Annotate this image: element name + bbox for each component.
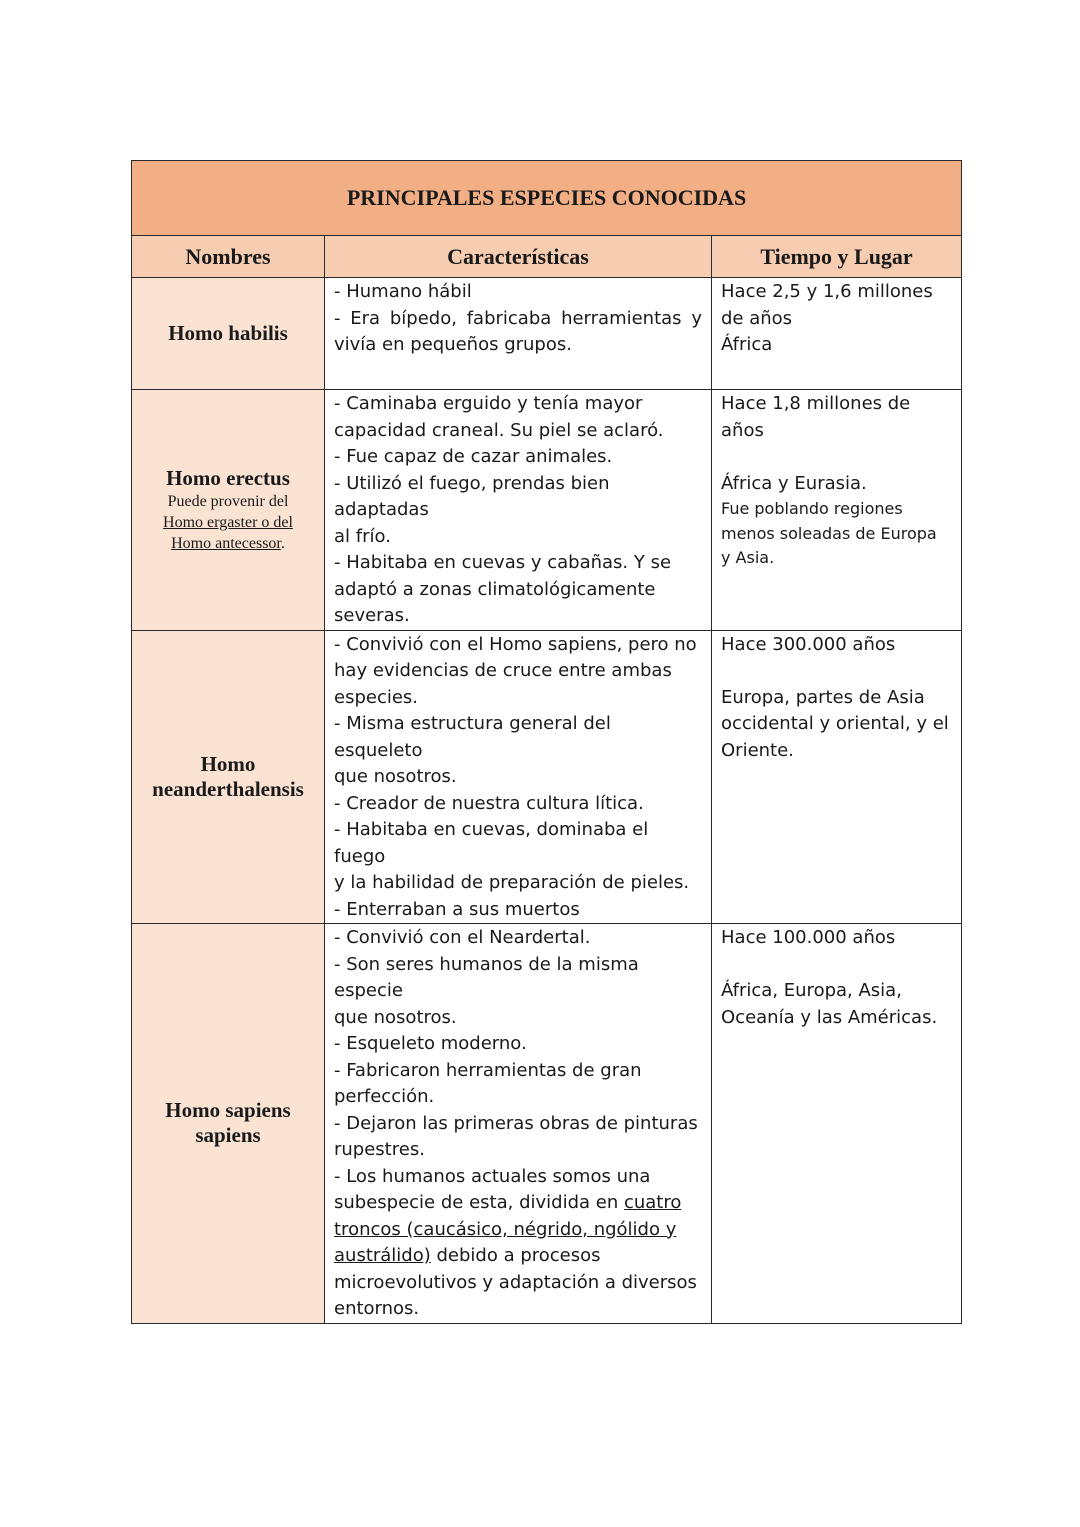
time-text: Hace 300.000 años [721, 633, 896, 655]
place-text: África [721, 334, 773, 355]
place-text: occidental y oriental, y el [721, 713, 949, 734]
characteristic-line: capacidad craneal. Su piel se aclaró. [334, 419, 664, 441]
species-table [131, 160, 962, 1324]
species-name-cell [132, 278, 325, 390]
characteristic-line [334, 1243, 702, 1270]
characteristic-line: que nosotros. [334, 1006, 457, 1028]
species-note-suffix: . [280, 534, 285, 552]
characteristic-line: - Humano hábil [334, 281, 472, 302]
characteristic-line: - Son seres humanos de la misma especie [334, 953, 639, 1001]
characteristic-line: - Habitaba en cuevas, dominaba el fuego [334, 819, 649, 867]
characteristic-line: - Fue capaz de cazar animales. [334, 446, 613, 467]
characteristic-line: - Era bípedo, fabricaba herramientas y [334, 307, 702, 329]
characteristic-line: microevolutivos y adaptación a diversos [334, 1271, 697, 1293]
species-name: Homo erectus [166, 465, 290, 490]
time-place-cell [712, 390, 962, 631]
characteristic-line: - Enterraban a sus muertos [334, 898, 580, 920]
species-name-cell [132, 924, 325, 1324]
characteristics-cell [325, 390, 712, 631]
species-name: Homo sapiens [165, 1098, 291, 1123]
characteristic-line: - Dejaron las primeras obras de pinturas [334, 1112, 698, 1134]
time-place-cell [712, 924, 962, 1324]
characteristic-line: especies. [334, 686, 419, 708]
species-name-cell [132, 390, 325, 631]
characteristic-line [334, 1190, 702, 1217]
characteristic-line: - Creador de nuestra cultura lítica. [334, 792, 644, 814]
header-nombres: Nombres [132, 236, 325, 278]
characteristic-line: - Misma estructura general del esqueleto [334, 713, 611, 761]
characteristic-text: debido a procesos [430, 1245, 601, 1266]
characteristic-line: que nosotros. [334, 766, 457, 787]
characteristic-line: y la habilidad de preparación de pieles. [334, 872, 690, 893]
characteristic-line: hay evidencias de cruce entre ambas [334, 660, 672, 681]
time-text-cont: de años [721, 307, 793, 329]
table-row [132, 924, 962, 1324]
place-text: África y Eurasia. [721, 472, 867, 494]
characteristic-line: al frío. [334, 525, 391, 547]
characteristic-line: - Convivió con el Neardertal. [334, 927, 591, 948]
characteristic-line: - Utilizó el fuego, prendas bien adaptadas [334, 472, 610, 520]
characteristic-line: - Convivió con el Homo sapiens, pero no [334, 633, 697, 655]
characteristic-line: - Habitaba en cuevas y cabañas. Y se [334, 552, 672, 573]
characteristic-line: - Fabricaron herramientas de gran [334, 1059, 642, 1081]
characteristic-line: vivía en pequeños grupos. [334, 334, 572, 355]
table-row [132, 630, 962, 924]
characteristic-text: subespecie de esta, dividida en [334, 1192, 624, 1213]
species-name: sapiens [195, 1123, 261, 1148]
characteristic-underlined: troncos (caucásico, négrido, ngólido y [334, 1218, 677, 1240]
table-title: PRINCIPALES ESPECIES CONOCIDAS [132, 161, 962, 236]
place-text: Oceanía y las Américas. [721, 1006, 938, 1028]
time-place-cell [712, 630, 962, 924]
characteristic-line [334, 1217, 702, 1244]
characteristic-line: - Caminaba erguido y tenía mayor [334, 393, 643, 414]
place-text: África, Europa, Asia, [721, 980, 902, 1001]
species-name-cell [132, 630, 325, 924]
place-extra: y Asia. [721, 548, 775, 567]
time-text: Hace 2,5 y 1,6 millones [721, 281, 933, 302]
place-text: Europa, partes de Asia [721, 686, 925, 708]
place-extra: menos soleadas de Europa [721, 523, 937, 543]
characteristic-underlined: cuatro [623, 1192, 682, 1213]
time-text: Hace 1,8 millones de años [721, 393, 911, 441]
characteristic-underlined: austrálido) [334, 1245, 431, 1266]
place-extra: Fue poblando regiones [721, 499, 903, 518]
header-tiempo-lugar: Tiempo y Lugar [712, 236, 962, 278]
species-name: Homo habilis [168, 321, 288, 345]
characteristic-line: rupestres. [334, 1139, 425, 1160]
characteristic-line: - Los humanos actuales somos una [334, 1165, 651, 1187]
species-note-link[interactable]: Homo antecessor [171, 534, 281, 552]
characteristics-cell [325, 630, 712, 924]
characteristic-line: perfección. [334, 1086, 435, 1107]
species-name: neanderthalensis [152, 776, 304, 801]
characteristic-line: severas. [334, 605, 410, 626]
header-caracteristicas: Características [325, 236, 712, 278]
table-row [132, 278, 962, 390]
characteristic-line: entornos. [334, 1298, 420, 1319]
time-place-cell [712, 278, 962, 390]
species-note-link[interactable]: Homo ergaster o del [163, 513, 293, 531]
table-row [132, 390, 962, 631]
characteristics-cell [325, 924, 712, 1324]
species-note: Puede provenir del [167, 492, 289, 510]
characteristic-line: adaptó a zonas climatológicamente [334, 578, 656, 600]
characteristic-line: - Esqueleto moderno. [334, 1033, 527, 1054]
place-text: Oriente. [721, 739, 794, 761]
species-name: Homo [200, 751, 256, 776]
time-text: Hace 100.000 años [721, 927, 896, 948]
characteristics-cell [325, 278, 712, 390]
